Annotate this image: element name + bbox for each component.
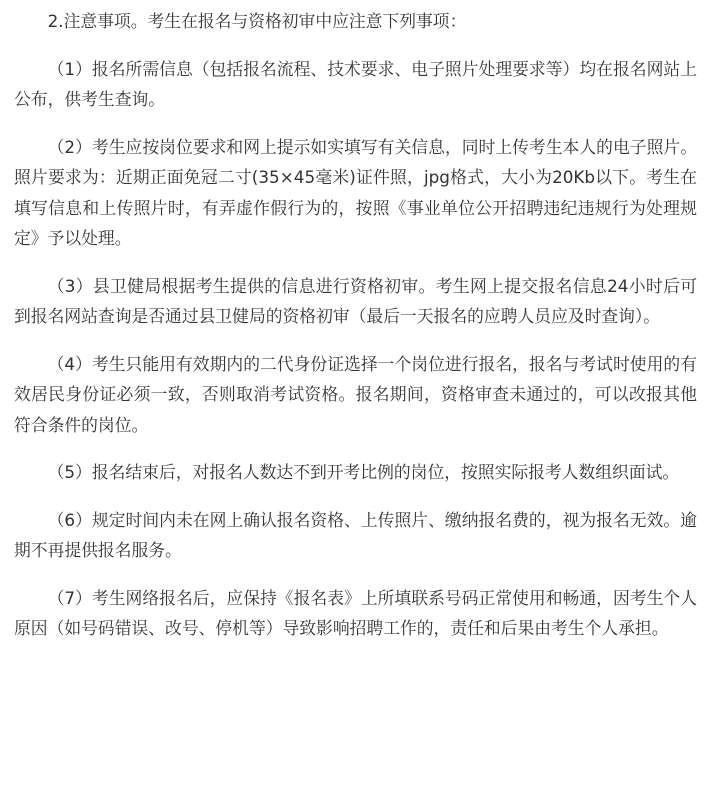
item-3-paragraph: （3）县卫健局根据考生提供的信息进行资格初审。考生网上提交报名信息24小时后可到报名网站查询是否通过县卫健局的资格初审（最后一天报名的应聘人员应及时查询）。 [14,275,697,326]
item-5-paragraph: （5）报名结束后，对报名人数达不到开考比例的岗位，按照实际报考人数组织面试。 [47,462,680,482]
item-6-paragraph: （6）规定时间内未在网上确认报名资格、上传照片、缴纳报名费的，视为报名无效。逾期不再提供报名服务。 [14,509,697,560]
intro-paragraph: 2.注意事项。考生在报名与资格初审中应注意下列事项： [47,11,467,31]
item-2-paragraph: （2）考生应按岗位要求和网上提示如实填写有关信息，同时上传考生本人的电子照片。照片要求为：近期正面免冠二寸(35×45毫米)证件照，jpg格式，大小为20Kb以下。考生在填写信息和上传照片时，有弄虚作假行为的，按照《事业单位公开招聘违纪违规行为处理规定》予以处理。 [14,136,697,248]
item-4-paragraph: （4）考生只能用有效期内的二代身份证选择一个岗位进行报名，报名与考试时使用的有效居民身份证必须一致，否则取消考试资格。报名期间，资格审查未通过的，可以改报其他符合条件的岗位。 [14,353,697,435]
item-1-paragraph: （1）报名所需信息（包括报名流程、技术要求、电子照片处理要求等）均在报名网站上公布，供考生查询。 [14,58,697,109]
item-7-paragraph: （7）考生网络报名后，应保持《报名表》上所填联系号码正常使用和畅通，因考生个人原因（如号码错误、改号、停机等）导致影响招聘工作的，责任和后果由考生个人承担。 [14,587,697,638]
